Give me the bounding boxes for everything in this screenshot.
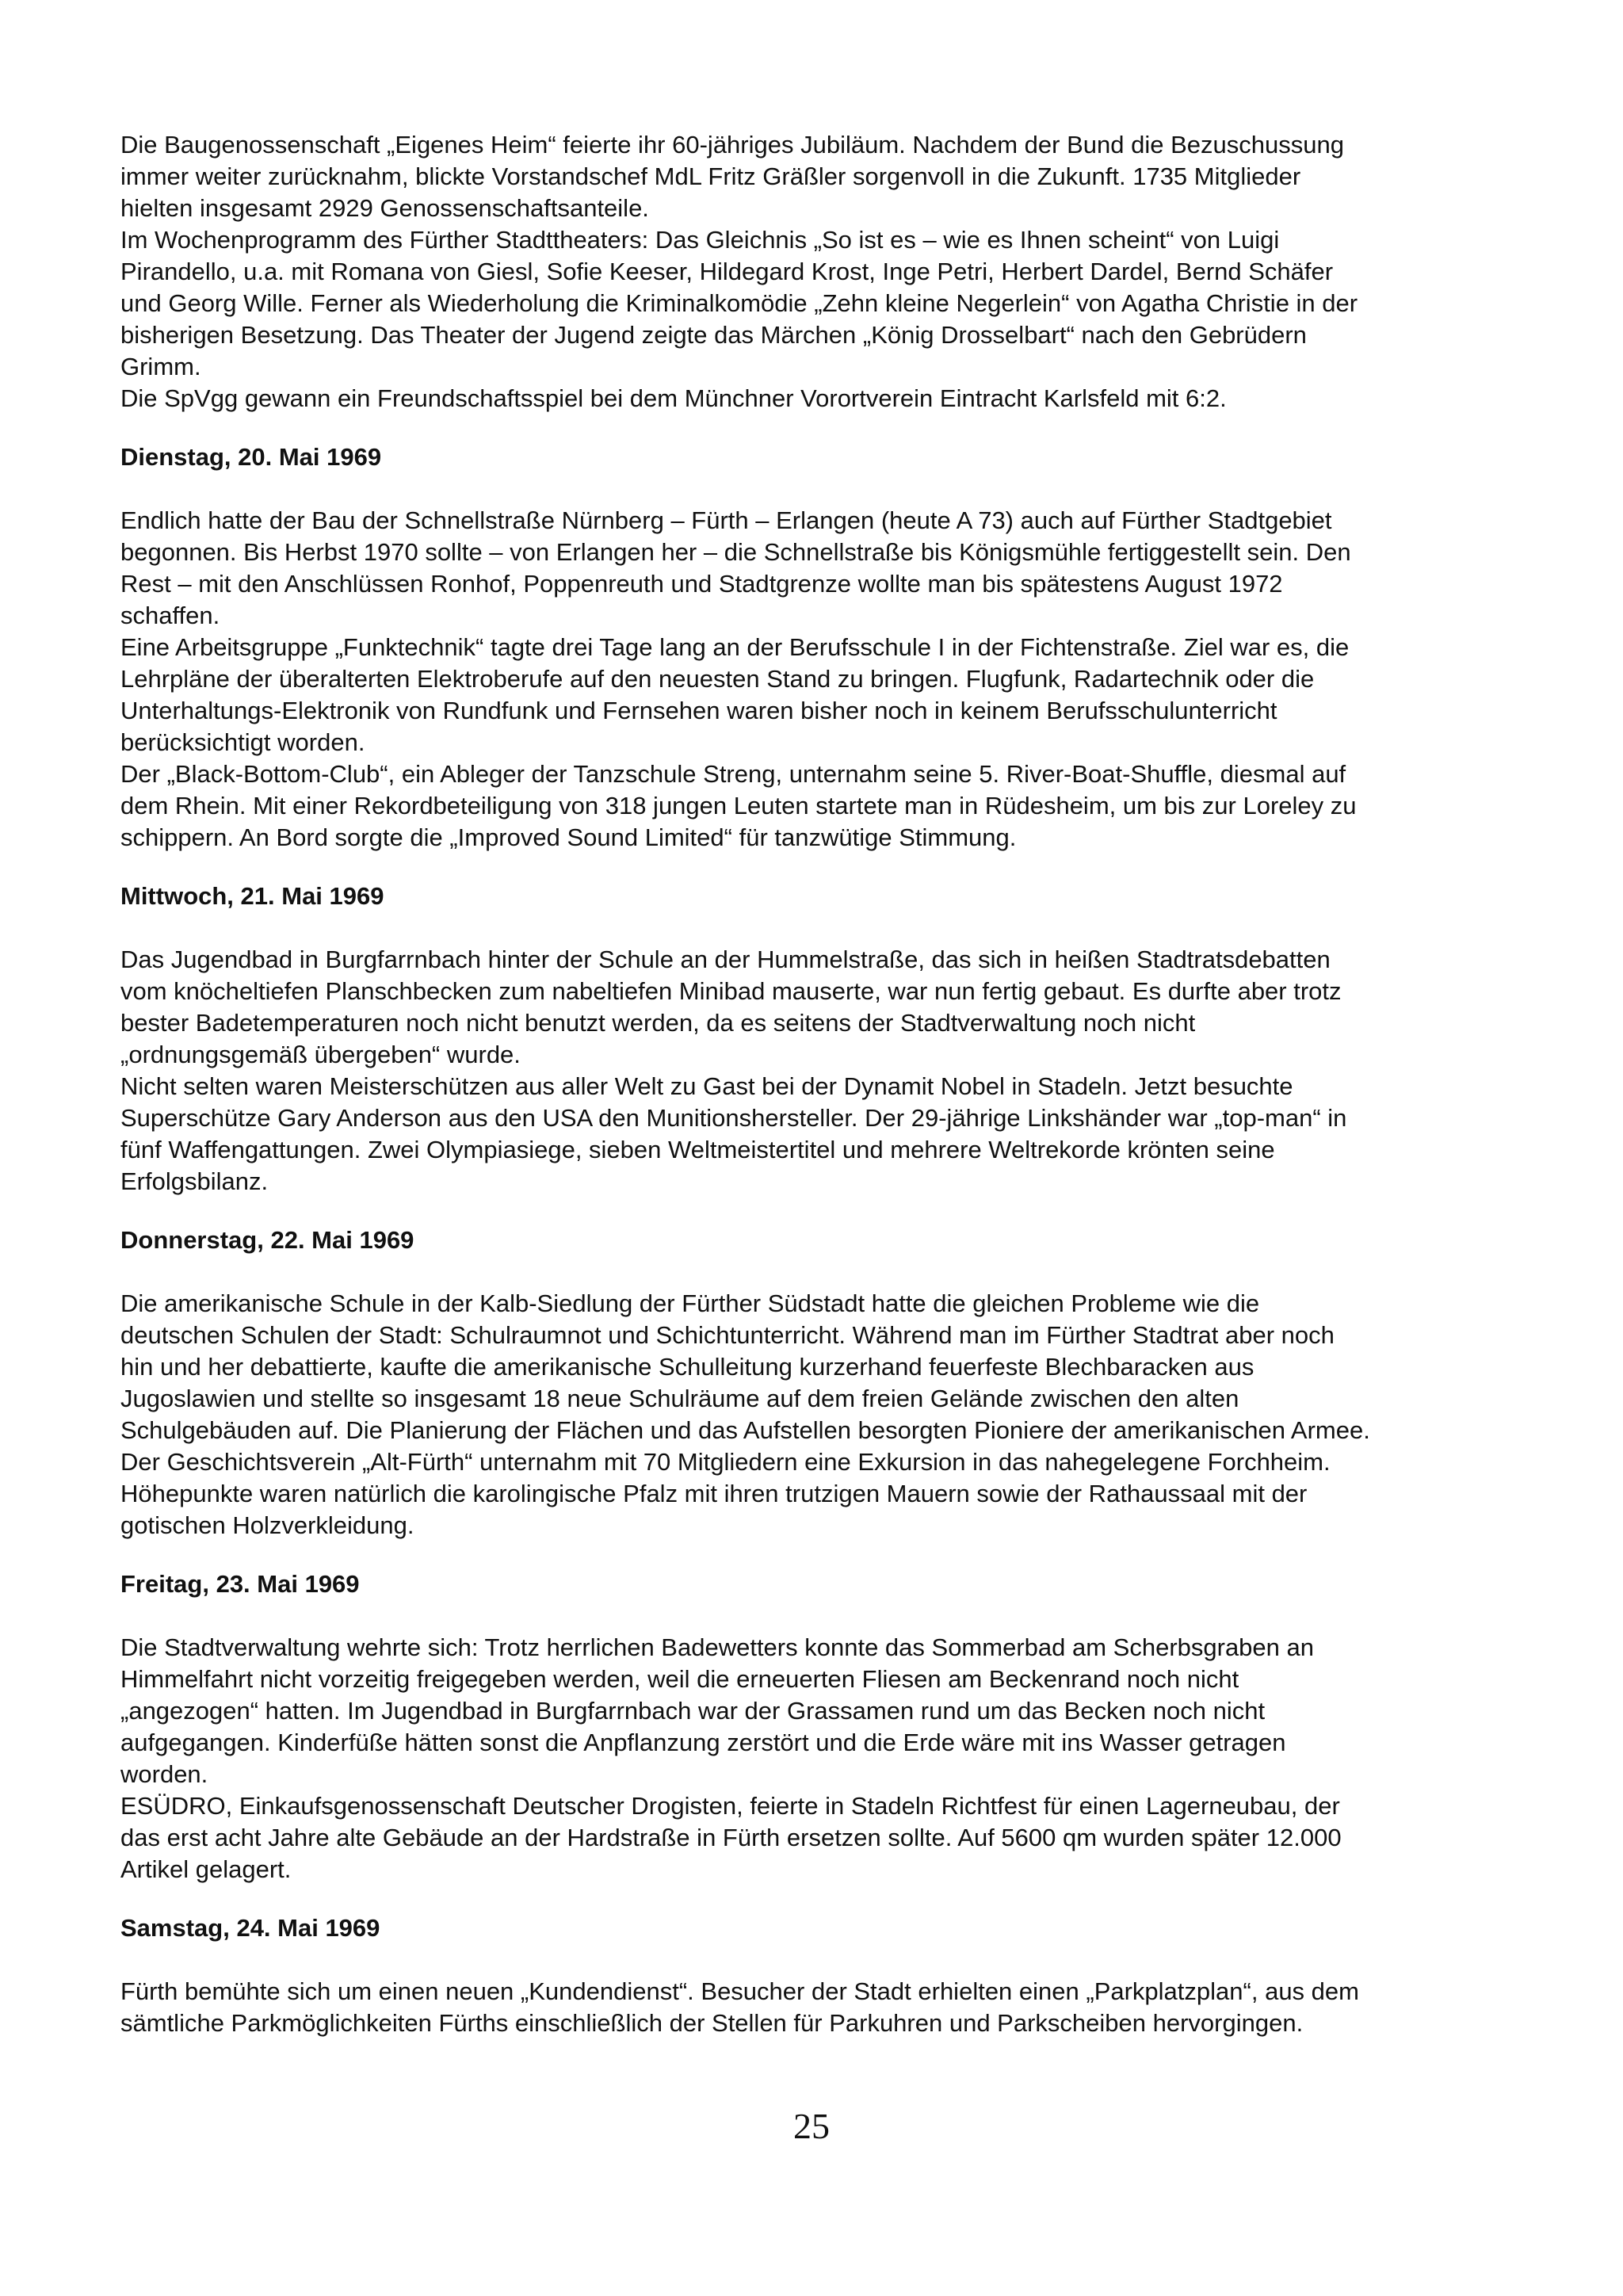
text-line: Himmelfahrt nicht vorzeitig freigegeben werden, weil die erneuerten Fliesen am Beckenrand noch nicht bbox=[120, 1665, 1239, 1693]
text-line: schippern. An Bord sorgte die „Improved Sound Limited“ für tanzwütige Stimmung. bbox=[120, 823, 1017, 851]
text-line: deutschen Schulen der Stadt: Schulraumnot und Schichtunterricht. Während man im Fürther Stadtrat aber noch bbox=[120, 1321, 1335, 1349]
paragraph bbox=[120, 944, 1522, 1071]
text-line: Das Jugendbad in Burgfarrnbach hinter der Schule an der Hummelstraße, das sich in heißen Stadtratsdebatten bbox=[120, 946, 1331, 973]
text-line: dem Rhein. Mit einer Rekordbeteiligung von 318 jungen Leuten startete man in Rüdesheim, um bis zur Loreley zu bbox=[120, 792, 1357, 819]
paragraph bbox=[120, 1071, 1522, 1198]
section-heading: Freitag, 23. Mai 1969 bbox=[120, 1570, 360, 1598]
text-line: „ordnungsgemäß übergeben“ wurde. bbox=[120, 1041, 521, 1068]
section-heading: Donnerstag, 22. Mai 1969 bbox=[120, 1226, 414, 1254]
text-line: Schulgebäuden auf. Die Planierung der Flächen und das Aufstellen besorgten Pioniere der amerikanischen Armee. bbox=[120, 1416, 1370, 1444]
text-line: Der „Black-Bottom-Club“, ein Ableger der Tanzschule Streng, unternahm seine 5. River-Boat-Shuffle, diesmal auf bbox=[120, 760, 1346, 788]
text-line: Nicht selten waren Meisterschützen aus aller Welt zu Gast bei der Dynamit Nobel in Stadeln. Jetzt besuchte bbox=[120, 1072, 1293, 1100]
text-line: Artikel gelagert. bbox=[120, 1855, 292, 1883]
paragraph bbox=[120, 224, 1522, 383]
section-heading: Mittwoch, 21. Mai 1969 bbox=[120, 882, 384, 910]
paragraph bbox=[120, 1790, 1522, 1885]
page-number: 25 bbox=[793, 2106, 830, 2146]
paragraph bbox=[120, 1446, 1522, 1541]
section-heading: Dienstag, 20. Mai 1969 bbox=[120, 443, 382, 471]
paragraph bbox=[120, 383, 1522, 415]
text-line: Im Wochenprogramm des Fürther Stadttheaters: Das Gleichnis „So ist es – wie es Ihnen scheint“ von Luigi bbox=[120, 226, 1280, 254]
text-line: Eine Arbeitsgruppe „Funktechnik“ tagte drei Tage lang an der Berufsschule I in der Fichtenstraße. Ziel war es, die bbox=[120, 633, 1350, 661]
text-line: bester Badetemperaturen noch nicht benutzt werden, da es seitens der Stadtverwaltung noch nicht bbox=[120, 1009, 1196, 1037]
text-line: das erst acht Jahre alte Gebäude an der Hardstraße in Fürth ersetzen sollte. Auf 5600 qm wurden später 12.000 bbox=[120, 1824, 1342, 1851]
paragraph bbox=[120, 1288, 1522, 1446]
text-line: Erfolgsbilanz. bbox=[120, 1167, 269, 1195]
section-heading: Samstag, 24. Mai 1969 bbox=[120, 1914, 380, 1942]
text-line: „angezogen“ hatten. Im Jugendbad in Burgfarrnbach war der Grassamen rund um das Becken noch nicht bbox=[120, 1697, 1266, 1725]
text-line: berücksichtigt worden. bbox=[120, 728, 365, 756]
text-line: bisherigen Besetzung. Das Theater der Jugend zeigte das Märchen „König Drosselbart“ nach den Gebrüdern bbox=[120, 321, 1307, 349]
text-line: Superschütze Gary Anderson aus den USA den Munitionshersteller. Der 29-jährige Linkshänder war „top-man“ in bbox=[120, 1104, 1347, 1132]
paragraph bbox=[120, 632, 1522, 758]
text-line: Pirandello, u.a. mit Romana von Giesl, Sofie Keeser, Hildegard Krost, Inge Petri, Herbert Dardel, Bernd Schäfer bbox=[120, 258, 1334, 285]
text-line: hielten insgesamt 2929 Genossenschaftsanteile. bbox=[120, 194, 649, 222]
paragraph bbox=[120, 505, 1522, 632]
text-line: Grimm. bbox=[120, 353, 201, 380]
text-line: hin und her debattierte, kaufte die amerikanische Schulleitung kurzerhand feuerfeste Blechbaracken aus bbox=[120, 1353, 1254, 1381]
paragraph bbox=[120, 1632, 1522, 1790]
text-line: gotischen Holzverkleidung. bbox=[120, 1511, 414, 1539]
paragraph bbox=[120, 1976, 1522, 2039]
text-line: begonnen. Bis Herbst 1970 sollte – von Erlangen her – die Schnellstraße bis Königsmühle fertiggestellt sein. Den bbox=[120, 538, 1351, 566]
text-line: schaffen. bbox=[120, 602, 220, 629]
text-line: und Georg Wille. Ferner als Wiederholung die Kriminalkomödie „Zehn kleine Negerlein“ von Agatha Christie in der bbox=[120, 289, 1358, 317]
text-line: ESÜDRO, Einkaufsgenossenschaft Deutscher Drogisten, feierte in Stadeln Richtfest für einen Lagerneubau, der bbox=[120, 1792, 1340, 1820]
text-line: aufgegangen. Kinderfüße hätten sonst die Anpflanzung zerstört und die Erde wäre mit ins Wasser getragen bbox=[120, 1729, 1286, 1756]
text-line: fünf Waffengattungen. Zwei Olympiasiege, sieben Weltmeistertitel und mehrere Weltrekorde krönten seine bbox=[120, 1136, 1275, 1163]
text-line: Die SpVgg gewann ein Freundschaftsspiel bei dem Münchner Vorortverein Eintracht Karlsfeld mit 6:2. bbox=[120, 384, 1227, 412]
text-line: Die Baugenossenschaft „Eigenes Heim“ feierte ihr 60-jähriges Jubiläum. Nachdem der Bund die Bezuschussung bbox=[120, 131, 1344, 159]
text-line: sämtliche Parkmöglichkeiten Fürths einschließlich der Stellen für Parkuhren und Parkscheiben hervorgingen. bbox=[120, 2009, 1304, 2037]
paragraph bbox=[120, 758, 1522, 854]
document-body bbox=[120, 129, 1522, 2039]
text-line: worden. bbox=[120, 1760, 208, 1788]
text-line: Die Stadtverwaltung wehrte sich: Trotz herrlichen Badewetters konnte das Sommerbad am Scherbsgraben an bbox=[120, 1633, 1314, 1661]
paragraph bbox=[120, 129, 1522, 224]
text-line: immer weiter zurücknahm, blickte Vorstandschef MdL Fritz Gräßler sorgenvoll in die Zukunft. 1735 Mitglieder bbox=[120, 162, 1301, 190]
text-line: Die amerikanische Schule in der Kalb-Siedlung der Fürther Südstadt hatte die gleichen Probleme wie die bbox=[120, 1289, 1260, 1317]
text-line: Lehrpläne der überalterten Elektroberufe auf den neuesten Stand zu bringen. Flugfunk, Radartechnik oder die bbox=[120, 665, 1315, 693]
text-line: vom knöcheltiefen Planschbecken zum nabeltiefen Minibad mauserte, war nun fertig gebaut. Es durfte aber trotz bbox=[120, 977, 1342, 1005]
text-line: Endlich hatte der Bau der Schnellstraße Nürnberg – Fürth – Erlangen (heute A 73) auch auf Fürther Stadtgebiet bbox=[120, 506, 1332, 534]
text-line: Fürth bemühte sich um einen neuen „Kundendienst“. Besucher der Stadt erhielten einen „Parkplatzplan“, aus dem bbox=[120, 1977, 1359, 2005]
text-line: Rest – mit den Anschlüssen Ronhof, Poppenreuth und Stadtgrenze wollte man bis spätestens August 1972 bbox=[120, 570, 1283, 598]
text-line: Höhepunkte waren natürlich die karolingische Pfalz mit ihren trutzigen Mauern sowie der Rathaussaal mit der bbox=[120, 1480, 1308, 1507]
text-line: Jugoslawien und stellte so insgesamt 18 neue Schulräume auf dem freien Gelände zwischen den alten bbox=[120, 1385, 1239, 1412]
text-line: Unterhaltungs-Elektronik von Rundfunk und Fernsehen waren bisher noch in keinem Berufsschulunterricht bbox=[120, 697, 1277, 724]
text-line: Der Geschichtsverein „Alt-Fürth“ unternahm mit 70 Mitgliedern eine Exkursion in das nahegelegene Forchheim. bbox=[120, 1448, 1331, 1476]
